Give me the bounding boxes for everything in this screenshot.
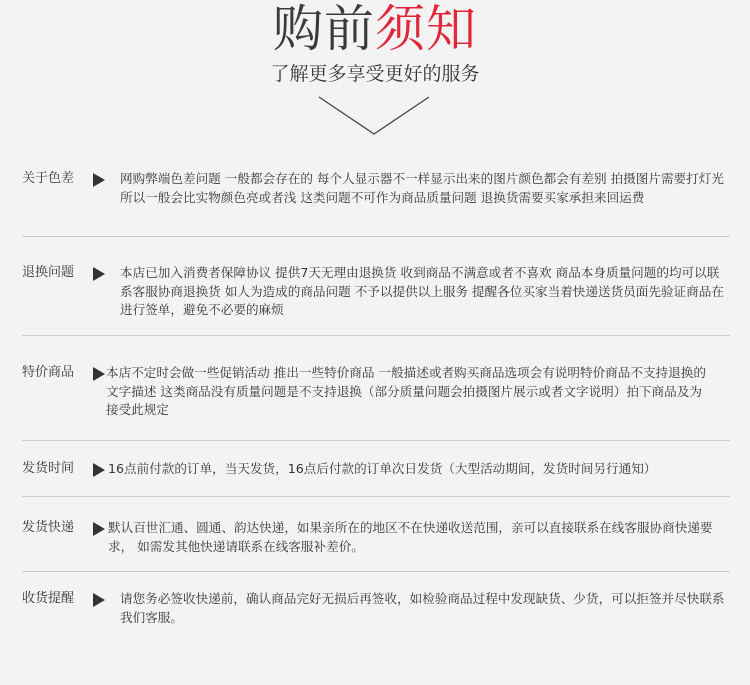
title-part-dark: 购前: [273, 0, 375, 58]
rule-text: 本店已加入消费者保障协议 提供7天无理由退换货 收到商品不满意或者不喜欢 商品本身质量问题的均可以联系客服协商退换货 如人为造成的商品问题 不予以提供以上服务 提醒各位买家当着快递送货员面先验证商品在进行签单，避免不必要的麻烦: [120, 265, 724, 317]
divider: [22, 440, 730, 441]
chevron-down-icon: [318, 96, 430, 136]
arrow-right-icon: [92, 463, 106, 477]
divider: [22, 571, 730, 572]
rule-label: 关于色差: [22, 171, 75, 186]
rule-text: 请您务必签收快递前，确认商品完好无损后再签收，如检验商品过程中发现缺货、少货，可以拒签并尽快联系我们客服。: [120, 591, 725, 625]
arrow-right-icon: [92, 522, 106, 536]
rule-text: 本店不定时会做一些促销活动 推出一些特价商品 一般描述或者购买商品选项会有说明特价商品不支持退换的文字描述 这类商品没有质量问题是不支持退换（部分质量问题会拍摄图片展示或者文字说明）拍下商品及为接受此规定: [106, 365, 706, 417]
arrow-right-icon: [92, 173, 106, 187]
rule-label: 发货快递: [22, 520, 75, 535]
arrow-right-icon: [92, 593, 106, 607]
rule-text: 默认百世汇通、圆通、韵达快递，如果亲所在的地区不在快递收送范围，亲可以直接联系在线客服协商快递要求， 如需发其他快递请联系在线客服补差价。: [108, 520, 713, 554]
arrow-right-icon: [92, 267, 106, 281]
divider: [22, 335, 730, 336]
page-subtitle: 了解更多享受更好的服务: [270, 63, 480, 85]
header: [0, 0, 750, 140]
rule-label: 收货提醒: [22, 591, 75, 606]
rule-label: 退换问题: [22, 265, 75, 280]
divider: [22, 496, 730, 497]
rule-text: 网购弊端色差问题 一般都会存在的 每个人显示器不一样显示出来的图片颜色都会有差别 拍摄图片需要打灯光 所以一般会比实物颜色亮或者浅 这类问题不可作为商品质量问题 退换货需要买家承担来回运费: [120, 171, 724, 205]
divider: [22, 236, 730, 237]
rule-label: 发货时间: [22, 461, 75, 476]
arrow-right-icon: [92, 367, 106, 381]
page-title: [0, 2, 750, 56]
rule-text: 16点前付款的订单，当天发货，16点后付款的订单次日发货（大型活动期间，发货时间另行通知）: [108, 461, 657, 476]
title-part-red: 须知: [375, 0, 477, 58]
rule-label: 特价商品: [22, 365, 75, 380]
